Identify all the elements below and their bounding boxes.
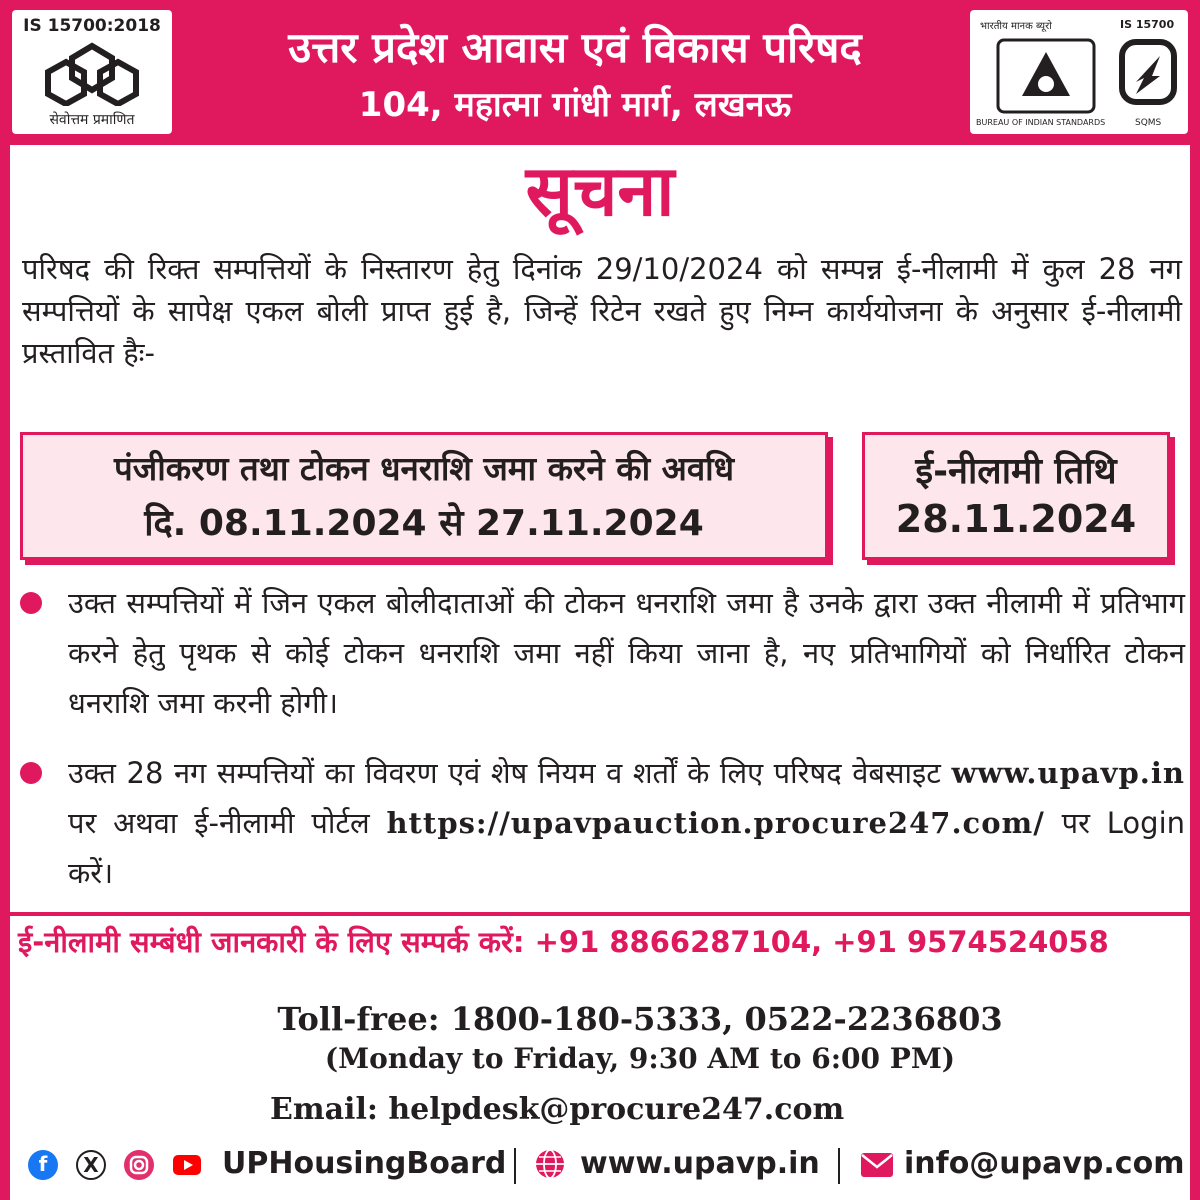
x-icon[interactable]: X (76, 1150, 106, 1180)
is-code-left: IS 15700:2018 (23, 16, 161, 36)
bullet-icon (20, 762, 42, 784)
registration-period: दि. 08.11.2024 से 27.11.2024 (144, 503, 704, 544)
bullet-icon (20, 592, 42, 614)
social-handle[interactable]: UPHousingBoard (222, 1146, 507, 1181)
sevottam-logo (12, 10, 172, 134)
registration-label: पंजीकरण तथा टोकन धनराशि जमा करने की अवधि (113, 449, 735, 488)
houses-icon (40, 42, 144, 106)
separator (838, 1148, 840, 1184)
registration-box (20, 432, 828, 560)
org-address: 104, महात्मा गांधी मार्ग, लखनऊ (358, 85, 792, 125)
notice-title: सूचना (525, 150, 675, 232)
bis-hindi: भारतीय मानक ब्यूरो (980, 21, 1052, 32)
footer (10, 1140, 1190, 1190)
bis-logo (970, 10, 1188, 134)
globe-icon (534, 1148, 566, 1180)
auction-label: ई-नीलामी तिथि (915, 451, 1117, 492)
helpdesk-email[interactable]: Email: helpdesk@procure247.com (270, 1092, 845, 1127)
bis-emblem-icon (996, 38, 1096, 114)
is-code-right: IS 15700 (1120, 18, 1175, 31)
bis-english: BUREAU OF INDIAN STANDARDS (976, 118, 1106, 127)
sqms-label: SQMS (1135, 118, 1162, 128)
separator (514, 1148, 516, 1184)
youtube-icon[interactable] (172, 1150, 202, 1180)
bullet-text: उक्त सम्पत्तियों में जिन एकल बोलीदाताओं की टोकन धनराशि जमा है उनके द्वारा उक्त नीलामी में प्रतिभाग करने हेतु पृथक से कोई टोकन धनराशि जमा नहीं किया जाना है, नए प्रतिभागियों को निर्धारित टोकन धनराशि जमा करनी होगी। (68, 586, 1185, 720)
bullet-text (68, 748, 1185, 898)
isi-mark-icon (1118, 36, 1178, 112)
facebook-icon[interactable]: f (28, 1150, 58, 1180)
footer-website[interactable]: www.upavp.in (580, 1146, 820, 1181)
instagram-icon[interactable] (124, 1150, 154, 1180)
bullet-text-part: पर Login करें। (68, 806, 1185, 890)
header-banner (0, 0, 1200, 145)
divider (10, 912, 1190, 916)
bullet-text-part: पर अथवा ई-नीलामी पोर्टल (68, 806, 370, 840)
org-title: उत्तर प्रदेश आवास एवं विकास परिषद (288, 23, 862, 72)
tollfree-line: Toll-free: 1800-180-5333, 0522-2236803 (277, 1000, 1003, 1038)
contact-line: ई-नीलामी सम्बंधी जानकारी के लिए सम्पर्क करें: +91 8866287104, +91 9574524058 (18, 925, 1109, 959)
cert-label: सेवोत्तम प्रमाणित (49, 112, 135, 128)
auction-date-box (862, 432, 1170, 560)
notice-paragraph: परिषद की रिक्त सम्पत्तियों के निस्तारण हेतु दिनांक 29/10/2024 को सम्पन्न ई-नीलामी में कुल 28 नग सम्पत्तियों के सापेक्ष एकल बोली प्राप्त हुई है, जिन्हें रिटेन रखते हुए निम्न कार्ययोजना के अनुसार ई-नीलामी प्रस्तावित हैः- (22, 252, 1182, 370)
mail-icon (860, 1152, 894, 1178)
hours-line: (Monday to Friday, 9:30 AM to 6:00 PM) (324, 1042, 956, 1075)
auction-date: 28.11.2024 (895, 497, 1137, 541)
list-item (20, 578, 1185, 738)
bullet-text-part: उक्त 28 नग सम्पत्तियों का विवरण एवं शेष नियम व शर्तों के लिए परिषद वेबसाइट (68, 756, 941, 790)
portal-link[interactable]: https://upavpauction.procure247.com/ (386, 806, 1045, 840)
footer-email[interactable]: info@upavp.com (904, 1146, 1185, 1181)
website-link[interactable]: www.upavp.in (951, 756, 1185, 790)
list-item (20, 748, 1185, 908)
